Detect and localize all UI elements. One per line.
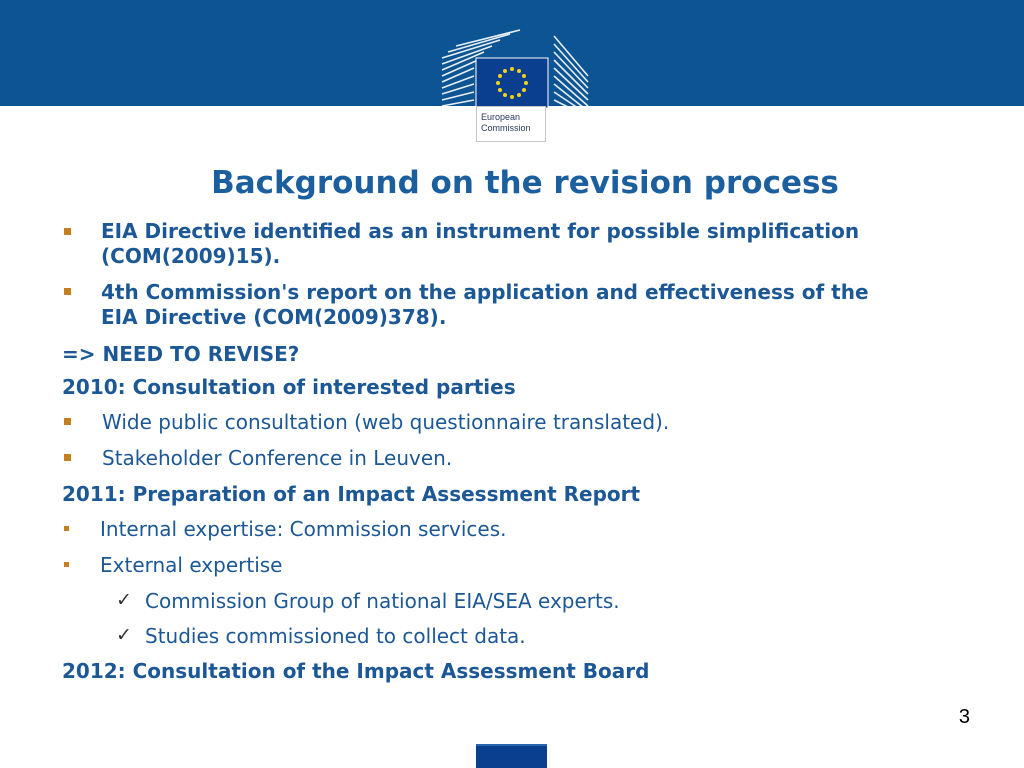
bullet-text-continued: (COM(2009)15). bbox=[101, 244, 281, 268]
logo-text-commission: Commission bbox=[481, 123, 531, 133]
bullet-text: Internal expertise: Commission services. bbox=[100, 517, 507, 541]
bullet-square-icon bbox=[64, 288, 71, 295]
bullet-text: Stakeholder Conference in Leuven. bbox=[102, 446, 453, 470]
bullet-square-icon bbox=[64, 562, 69, 567]
heading-2012: 2012: Consultation of the Impact Assessment Board bbox=[62, 659, 650, 683]
sub-bullet-text: Studies commissioned to collect data. bbox=[145, 624, 526, 648]
bullet-text: 4th Commission's report on the application and effectiveness of the bbox=[101, 280, 869, 304]
checkmark-icon: ✓ bbox=[116, 624, 132, 646]
bullet-square-icon bbox=[64, 454, 71, 461]
heading-2010: 2010: Consultation of interested parties bbox=[62, 375, 516, 399]
logo-text-european: European bbox=[481, 112, 521, 122]
bullet-square-icon bbox=[64, 228, 71, 235]
heading-2011: 2011: Preparation of an Impact Assessment Report bbox=[62, 482, 641, 506]
slide-title: Background on the revision process bbox=[211, 165, 839, 201]
sub-bullet-text: Commission Group of national EIA/SEA experts. bbox=[145, 589, 620, 613]
footer-flag bbox=[476, 744, 547, 768]
bullet-text-continued: EIA Directive (COM(2009)378). bbox=[101, 305, 447, 329]
need-to-revise-line: => NEED TO REVISE? bbox=[62, 342, 300, 366]
bullet-square-icon bbox=[64, 418, 71, 425]
bullet-text: EIA Directive identified as an instrument for possible simplification bbox=[101, 219, 860, 243]
bullet-text: External expertise bbox=[100, 553, 283, 577]
bullet-square-icon bbox=[64, 526, 69, 531]
bullet-text: Wide public consultation (web questionnaire translated). bbox=[102, 410, 670, 434]
page-number: 3 bbox=[958, 706, 970, 728]
checkmark-icon: ✓ bbox=[116, 589, 132, 611]
